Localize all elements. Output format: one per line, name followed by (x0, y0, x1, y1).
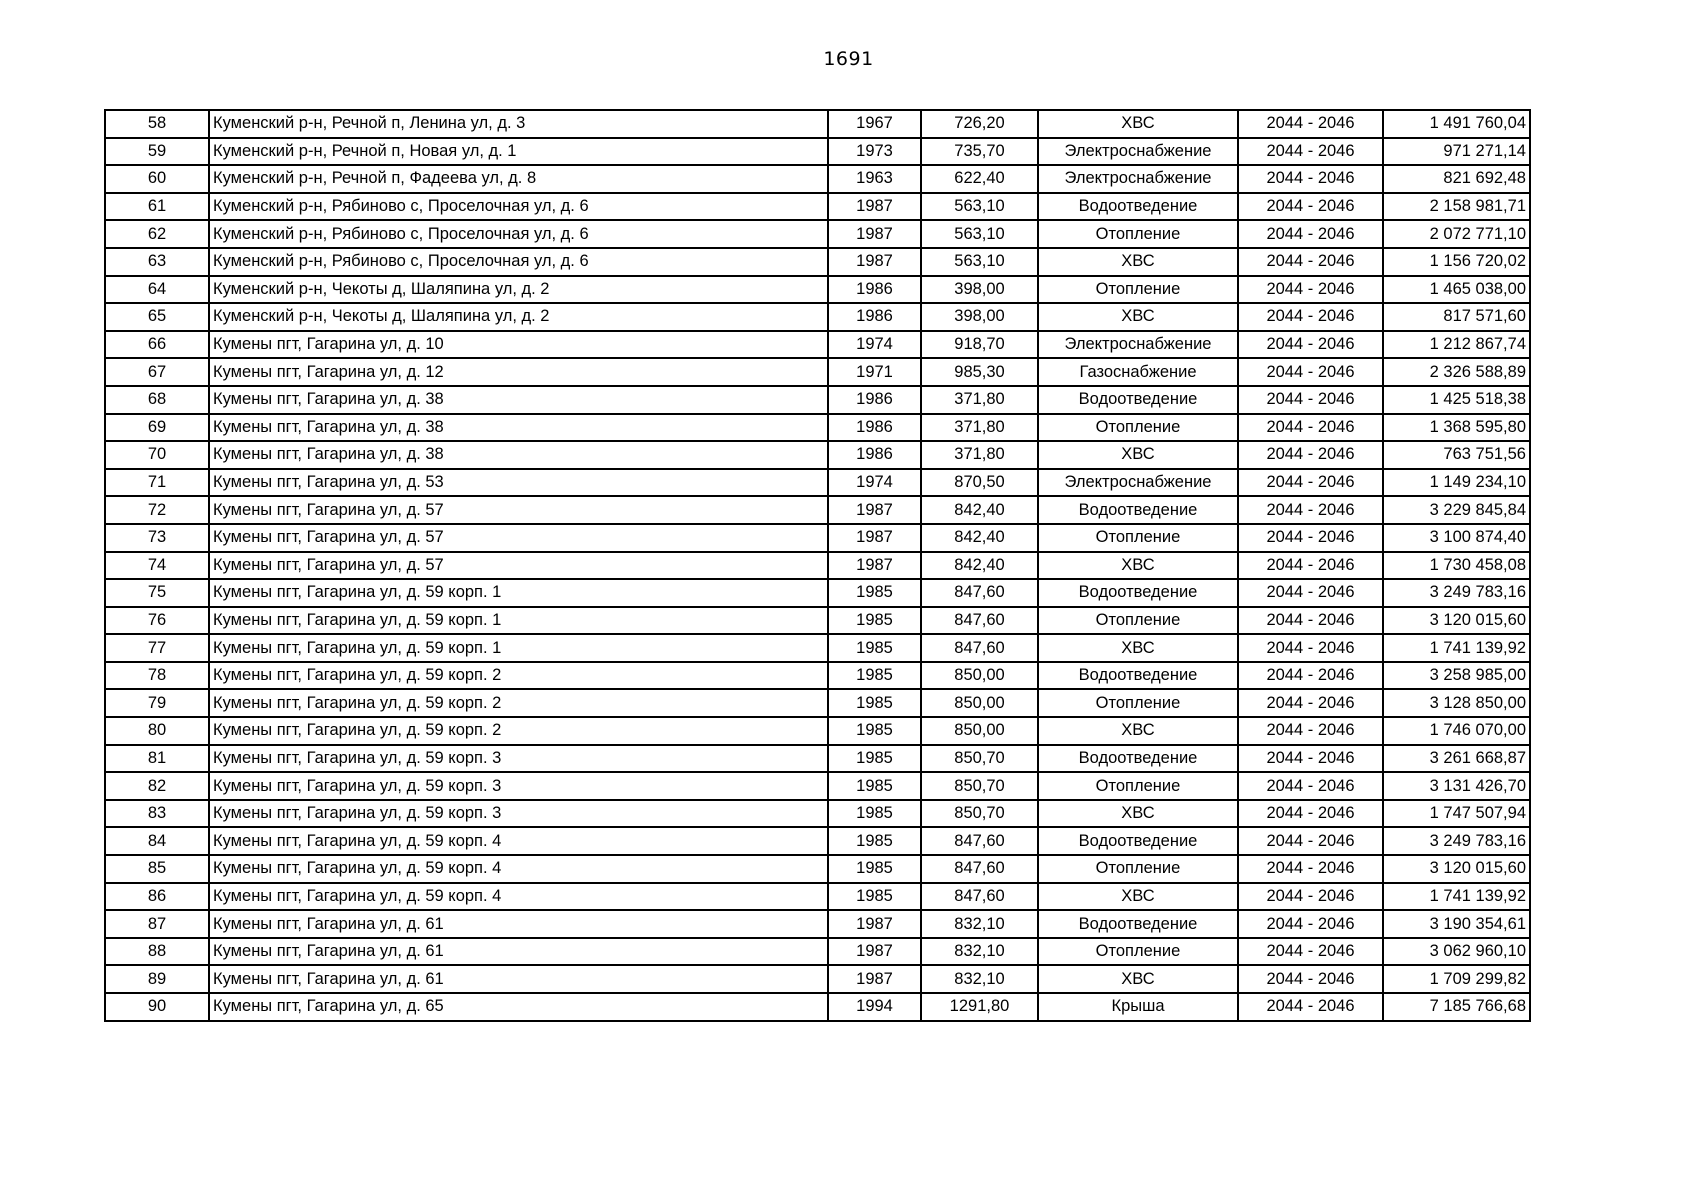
row-number-cell: 67 (105, 358, 209, 386)
table-row (105, 358, 1530, 386)
row-number-cell: 62 (105, 220, 209, 248)
area-cell: 850,70 (921, 800, 1038, 828)
cost-cell: 1 746 070,00 (1383, 717, 1530, 745)
year-built-cell: 1985 (828, 579, 921, 607)
address-cell: Кумены пгт, Гагарина ул, д. 59 корп. 4 (209, 827, 828, 855)
year-built-cell: 1987 (828, 910, 921, 938)
table-row (105, 496, 1530, 524)
period-cell: 2044 - 2046 (1238, 717, 1383, 745)
row-number-cell: 61 (105, 193, 209, 221)
cost-cell: 3 128 850,00 (1383, 689, 1530, 717)
address-cell: Кумены пгт, Гагарина ул, д. 59 корп. 3 (209, 745, 828, 773)
row-number-cell: 59 (105, 138, 209, 166)
table-row (105, 662, 1530, 690)
table-row (105, 414, 1530, 442)
table-row (105, 827, 1530, 855)
cost-cell: 1 465 038,00 (1383, 276, 1530, 304)
table-row (105, 855, 1530, 883)
work-type-cell: Отопление (1038, 772, 1238, 800)
address-cell: Кумены пгт, Гагарина ул, д. 59 корп. 3 (209, 800, 828, 828)
work-type-cell: Водоотведение (1038, 386, 1238, 414)
cost-cell: 1 425 518,38 (1383, 386, 1530, 414)
period-cell: 2044 - 2046 (1238, 496, 1383, 524)
table-row (105, 607, 1530, 635)
work-type-cell: ХВС (1038, 248, 1238, 276)
cost-cell: 2 072 771,10 (1383, 220, 1530, 248)
repair-schedule-table (104, 109, 1531, 1022)
area-cell: 371,80 (921, 441, 1038, 469)
work-type-cell: ХВС (1038, 110, 1238, 138)
area-cell: 850,00 (921, 717, 1038, 745)
year-built-cell: 1974 (828, 469, 921, 497)
work-type-cell: ХВС (1038, 965, 1238, 993)
year-built-cell: 1987 (828, 552, 921, 580)
area-cell: 622,40 (921, 165, 1038, 193)
work-type-cell: Водоотведение (1038, 662, 1238, 690)
address-cell: Кумены пгт, Гагарина ул, д. 59 корп. 1 (209, 579, 828, 607)
year-built-cell: 1971 (828, 358, 921, 386)
address-cell: Кумены пгт, Гагарина ул, д. 61 (209, 938, 828, 966)
row-number-cell: 82 (105, 772, 209, 800)
row-number-cell: 75 (105, 579, 209, 607)
work-type-cell: ХВС (1038, 634, 1238, 662)
row-number-cell: 89 (105, 965, 209, 993)
row-number-cell: 63 (105, 248, 209, 276)
work-type-cell: Электроснабжение (1038, 165, 1238, 193)
row-number-cell: 73 (105, 524, 209, 552)
table-row (105, 965, 1530, 993)
address-cell: Кумены пгт, Гагарина ул, д. 65 (209, 993, 828, 1021)
area-cell: 850,70 (921, 772, 1038, 800)
table-row (105, 800, 1530, 828)
work-type-cell: Водоотведение (1038, 496, 1238, 524)
area-cell: 726,20 (921, 110, 1038, 138)
address-cell: Куменский р-н, Чекоты д, Шаляпина ул, д. 2 (209, 303, 828, 331)
area-cell: 918,70 (921, 331, 1038, 359)
work-type-cell: Отопление (1038, 938, 1238, 966)
work-type-cell: ХВС (1038, 552, 1238, 580)
table-row (105, 634, 1530, 662)
area-cell: 847,60 (921, 579, 1038, 607)
address-cell: Кумены пгт, Гагарина ул, д. 38 (209, 414, 828, 442)
address-cell: Кумены пгт, Гагарина ул, д. 59 корп. 4 (209, 883, 828, 911)
address-cell: Кумены пгт, Гагарина ул, д. 59 корп. 2 (209, 662, 828, 690)
period-cell: 2044 - 2046 (1238, 331, 1383, 359)
cost-cell: 3 258 985,00 (1383, 662, 1530, 690)
year-built-cell: 1987 (828, 248, 921, 276)
work-type-cell: Водоотведение (1038, 193, 1238, 221)
cost-cell: 3 062 960,10 (1383, 938, 1530, 966)
row-number-cell: 79 (105, 689, 209, 717)
row-number-cell: 65 (105, 303, 209, 331)
address-cell: Кумены пгт, Гагарина ул, д. 59 корп. 2 (209, 689, 828, 717)
year-built-cell: 1985 (828, 745, 921, 773)
work-type-cell: ХВС (1038, 717, 1238, 745)
year-built-cell: 1985 (828, 689, 921, 717)
area-cell: 1291,80 (921, 993, 1038, 1021)
table-row (105, 441, 1530, 469)
year-built-cell: 1973 (828, 138, 921, 166)
row-number-cell: 68 (105, 386, 209, 414)
row-number-cell: 58 (105, 110, 209, 138)
table-row (105, 772, 1530, 800)
period-cell: 2044 - 2046 (1238, 220, 1383, 248)
period-cell: 2044 - 2046 (1238, 855, 1383, 883)
work-type-cell: Отопление (1038, 689, 1238, 717)
address-cell: Кумены пгт, Гагарина ул, д. 59 корп. 3 (209, 772, 828, 800)
work-type-cell: Отопление (1038, 220, 1238, 248)
area-cell: 985,30 (921, 358, 1038, 386)
period-cell: 2044 - 2046 (1238, 993, 1383, 1021)
period-cell: 2044 - 2046 (1238, 414, 1383, 442)
address-cell: Куменский р-н, Рябиново с, Проселочная ул, д. 6 (209, 220, 828, 248)
work-type-cell: Электроснабжение (1038, 138, 1238, 166)
cost-cell: 2 326 588,89 (1383, 358, 1530, 386)
work-type-cell: Газоснабжение (1038, 358, 1238, 386)
address-cell: Кумены пгт, Гагарина ул, д. 10 (209, 331, 828, 359)
area-cell: 847,60 (921, 607, 1038, 635)
address-cell: Кумены пгт, Гагарина ул, д. 59 корп. 1 (209, 634, 828, 662)
table-row (105, 579, 1530, 607)
cost-cell: 7 185 766,68 (1383, 993, 1530, 1021)
table-row (105, 717, 1530, 745)
period-cell: 2044 - 2046 (1238, 662, 1383, 690)
row-number-cell: 60 (105, 165, 209, 193)
cost-cell: 1 741 139,92 (1383, 634, 1530, 662)
area-cell: 398,00 (921, 303, 1038, 331)
cost-cell: 1 730 458,08 (1383, 552, 1530, 580)
area-cell: 832,10 (921, 965, 1038, 993)
area-cell: 842,40 (921, 496, 1038, 524)
area-cell: 832,10 (921, 910, 1038, 938)
work-type-cell: Водоотведение (1038, 579, 1238, 607)
year-built-cell: 1986 (828, 303, 921, 331)
period-cell: 2044 - 2046 (1238, 745, 1383, 773)
table-row (105, 469, 1530, 497)
address-cell: Кумены пгт, Гагарина ул, д. 57 (209, 552, 828, 580)
work-type-cell: Крыша (1038, 993, 1238, 1021)
cost-cell: 2 158 981,71 (1383, 193, 1530, 221)
row-number-cell: 85 (105, 855, 209, 883)
cost-cell: 971 271,14 (1383, 138, 1530, 166)
table-row (105, 248, 1530, 276)
address-cell: Куменский р-н, Речной п, Новая ул, д. 1 (209, 138, 828, 166)
period-cell: 2044 - 2046 (1238, 441, 1383, 469)
address-cell: Кумены пгт, Гагарина ул, д. 61 (209, 965, 828, 993)
work-type-cell: ХВС (1038, 303, 1238, 331)
period-cell: 2044 - 2046 (1238, 165, 1383, 193)
area-cell: 850,00 (921, 689, 1038, 717)
area-cell: 870,50 (921, 469, 1038, 497)
year-built-cell: 1987 (828, 193, 921, 221)
row-number-cell: 78 (105, 662, 209, 690)
year-built-cell: 1986 (828, 441, 921, 469)
address-cell: Куменский р-н, Рябиново с, Проселочная ул, д. 6 (209, 193, 828, 221)
period-cell: 2044 - 2046 (1238, 827, 1383, 855)
cost-cell: 3 249 783,16 (1383, 579, 1530, 607)
cost-cell: 1 212 867,74 (1383, 331, 1530, 359)
period-cell: 2044 - 2046 (1238, 883, 1383, 911)
table-row (105, 303, 1530, 331)
period-cell: 2044 - 2046 (1238, 552, 1383, 580)
address-cell: Куменский р-н, Чекоты д, Шаляпина ул, д. 2 (209, 276, 828, 304)
address-cell: Кумены пгт, Гагарина ул, д. 59 корп. 2 (209, 717, 828, 745)
period-cell: 2044 - 2046 (1238, 965, 1383, 993)
year-built-cell: 1987 (828, 220, 921, 248)
row-number-cell: 66 (105, 331, 209, 359)
work-type-cell: Отопление (1038, 855, 1238, 883)
cost-cell: 1 741 139,92 (1383, 883, 1530, 911)
cost-cell: 3 100 874,40 (1383, 524, 1530, 552)
period-cell: 2044 - 2046 (1238, 303, 1383, 331)
address-cell: Кумены пгт, Гагарина ул, д. 57 (209, 524, 828, 552)
table-row (105, 689, 1530, 717)
address-cell: Кумены пгт, Гагарина ул, д. 61 (209, 910, 828, 938)
area-cell: 371,80 (921, 414, 1038, 442)
year-built-cell: 1985 (828, 607, 921, 635)
work-type-cell: Водоотведение (1038, 745, 1238, 773)
work-type-cell: Отопление (1038, 276, 1238, 304)
area-cell: 563,10 (921, 193, 1038, 221)
period-cell: 2044 - 2046 (1238, 938, 1383, 966)
area-cell: 842,40 (921, 524, 1038, 552)
table-row (105, 193, 1530, 221)
period-cell: 2044 - 2046 (1238, 910, 1383, 938)
table-row (105, 552, 1530, 580)
period-cell: 2044 - 2046 (1238, 358, 1383, 386)
area-cell: 847,60 (921, 827, 1038, 855)
work-type-cell: Отопление (1038, 524, 1238, 552)
area-cell: 371,80 (921, 386, 1038, 414)
cost-cell: 763 751,56 (1383, 441, 1530, 469)
year-built-cell: 1974 (828, 331, 921, 359)
row-number-cell: 87 (105, 910, 209, 938)
table-row (105, 165, 1530, 193)
year-built-cell: 1987 (828, 524, 921, 552)
table-row (105, 276, 1530, 304)
period-cell: 2044 - 2046 (1238, 138, 1383, 166)
period-cell: 2044 - 2046 (1238, 524, 1383, 552)
address-cell: Куменский р-н, Рябиново с, Проселочная ул, д. 6 (209, 248, 828, 276)
period-cell: 2044 - 2046 (1238, 634, 1383, 662)
period-cell: 2044 - 2046 (1238, 193, 1383, 221)
cost-cell: 3 190 354,61 (1383, 910, 1530, 938)
work-type-cell: Электроснабжение (1038, 469, 1238, 497)
year-built-cell: 1987 (828, 965, 921, 993)
area-cell: 847,60 (921, 634, 1038, 662)
row-number-cell: 64 (105, 276, 209, 304)
year-built-cell: 1985 (828, 855, 921, 883)
year-built-cell: 1986 (828, 276, 921, 304)
cost-cell: 3 249 783,16 (1383, 827, 1530, 855)
year-built-cell: 1985 (828, 772, 921, 800)
table-row (105, 938, 1530, 966)
address-cell: Кумены пгт, Гагарина ул, д. 53 (209, 469, 828, 497)
period-cell: 2044 - 2046 (1238, 800, 1383, 828)
row-number-cell: 70 (105, 441, 209, 469)
row-number-cell: 81 (105, 745, 209, 773)
cost-cell: 1 156 720,02 (1383, 248, 1530, 276)
row-number-cell: 72 (105, 496, 209, 524)
cost-cell: 3 261 668,87 (1383, 745, 1530, 773)
period-cell: 2044 - 2046 (1238, 689, 1383, 717)
work-type-cell: ХВС (1038, 883, 1238, 911)
period-cell: 2044 - 2046 (1238, 579, 1383, 607)
work-type-cell: Водоотведение (1038, 910, 1238, 938)
area-cell: 832,10 (921, 938, 1038, 966)
area-cell: 850,00 (921, 662, 1038, 690)
row-number-cell: 86 (105, 883, 209, 911)
year-built-cell: 1986 (828, 414, 921, 442)
area-cell: 563,10 (921, 220, 1038, 248)
area-cell: 563,10 (921, 248, 1038, 276)
row-number-cell: 84 (105, 827, 209, 855)
table-row (105, 220, 1530, 248)
page-number: 1691 (823, 48, 874, 70)
period-cell: 2044 - 2046 (1238, 772, 1383, 800)
cost-cell: 1 709 299,82 (1383, 965, 1530, 993)
table-row (105, 331, 1530, 359)
area-cell: 850,70 (921, 745, 1038, 773)
area-cell: 847,60 (921, 883, 1038, 911)
row-number-cell: 71 (105, 469, 209, 497)
year-built-cell: 1985 (828, 634, 921, 662)
address-cell: Кумены пгт, Гагарина ул, д. 57 (209, 496, 828, 524)
year-built-cell: 1985 (828, 800, 921, 828)
address-cell: Кумены пгт, Гагарина ул, д. 38 (209, 441, 828, 469)
area-cell: 847,60 (921, 855, 1038, 883)
cost-cell: 821 692,48 (1383, 165, 1530, 193)
cost-cell: 3 229 845,84 (1383, 496, 1530, 524)
row-number-cell: 76 (105, 607, 209, 635)
year-built-cell: 1985 (828, 827, 921, 855)
area-cell: 842,40 (921, 552, 1038, 580)
cost-cell: 1 149 234,10 (1383, 469, 1530, 497)
table-row (105, 883, 1530, 911)
cost-cell: 1 491 760,04 (1383, 110, 1530, 138)
period-cell: 2044 - 2046 (1238, 248, 1383, 276)
address-cell: Кумены пгт, Гагарина ул, д. 38 (209, 386, 828, 414)
year-built-cell: 1987 (828, 496, 921, 524)
area-cell: 398,00 (921, 276, 1038, 304)
address-cell: Кумены пгт, Гагарина ул, д. 59 корп. 1 (209, 607, 828, 635)
cost-cell: 1 747 507,94 (1383, 800, 1530, 828)
year-built-cell: 1985 (828, 662, 921, 690)
period-cell: 2044 - 2046 (1238, 386, 1383, 414)
cost-cell: 3 120 015,60 (1383, 607, 1530, 635)
address-cell: Куменский р-н, Речной п, Фадеева ул, д. 8 (209, 165, 828, 193)
work-type-cell: Электроснабжение (1038, 331, 1238, 359)
period-cell: 2044 - 2046 (1238, 276, 1383, 304)
work-type-cell: ХВС (1038, 800, 1238, 828)
work-type-cell: Водоотведение (1038, 827, 1238, 855)
table-row (105, 910, 1530, 938)
row-number-cell: 80 (105, 717, 209, 745)
year-built-cell: 1963 (828, 165, 921, 193)
period-cell: 2044 - 2046 (1238, 110, 1383, 138)
table-row (105, 138, 1530, 166)
year-built-cell: 1986 (828, 386, 921, 414)
table-row (105, 524, 1530, 552)
row-number-cell: 69 (105, 414, 209, 442)
cost-cell: 1 368 595,80 (1383, 414, 1530, 442)
area-cell: 735,70 (921, 138, 1038, 166)
address-cell: Кумены пгт, Гагарина ул, д. 12 (209, 358, 828, 386)
year-built-cell: 1985 (828, 883, 921, 911)
year-built-cell: 1987 (828, 938, 921, 966)
work-type-cell: Отопление (1038, 607, 1238, 635)
year-built-cell: 1994 (828, 993, 921, 1021)
work-type-cell: ХВС (1038, 441, 1238, 469)
table-row (105, 993, 1530, 1021)
row-number-cell: 77 (105, 634, 209, 662)
table-row (105, 386, 1530, 414)
table-row (105, 110, 1530, 138)
period-cell: 2044 - 2046 (1238, 469, 1383, 497)
table-row (105, 745, 1530, 773)
row-number-cell: 74 (105, 552, 209, 580)
row-number-cell: 83 (105, 800, 209, 828)
year-built-cell: 1985 (828, 717, 921, 745)
cost-cell: 817 571,60 (1383, 303, 1530, 331)
address-cell: Куменский р-н, Речной п, Ленина ул, д. 3 (209, 110, 828, 138)
year-built-cell: 1967 (828, 110, 921, 138)
cost-cell: 3 120 015,60 (1383, 855, 1530, 883)
table-body (105, 110, 1530, 1021)
period-cell: 2044 - 2046 (1238, 607, 1383, 635)
row-number-cell: 88 (105, 938, 209, 966)
address-cell: Кумены пгт, Гагарина ул, д. 59 корп. 4 (209, 855, 828, 883)
cost-cell: 3 131 426,70 (1383, 772, 1530, 800)
row-number-cell: 90 (105, 993, 209, 1021)
work-type-cell: Отопление (1038, 414, 1238, 442)
